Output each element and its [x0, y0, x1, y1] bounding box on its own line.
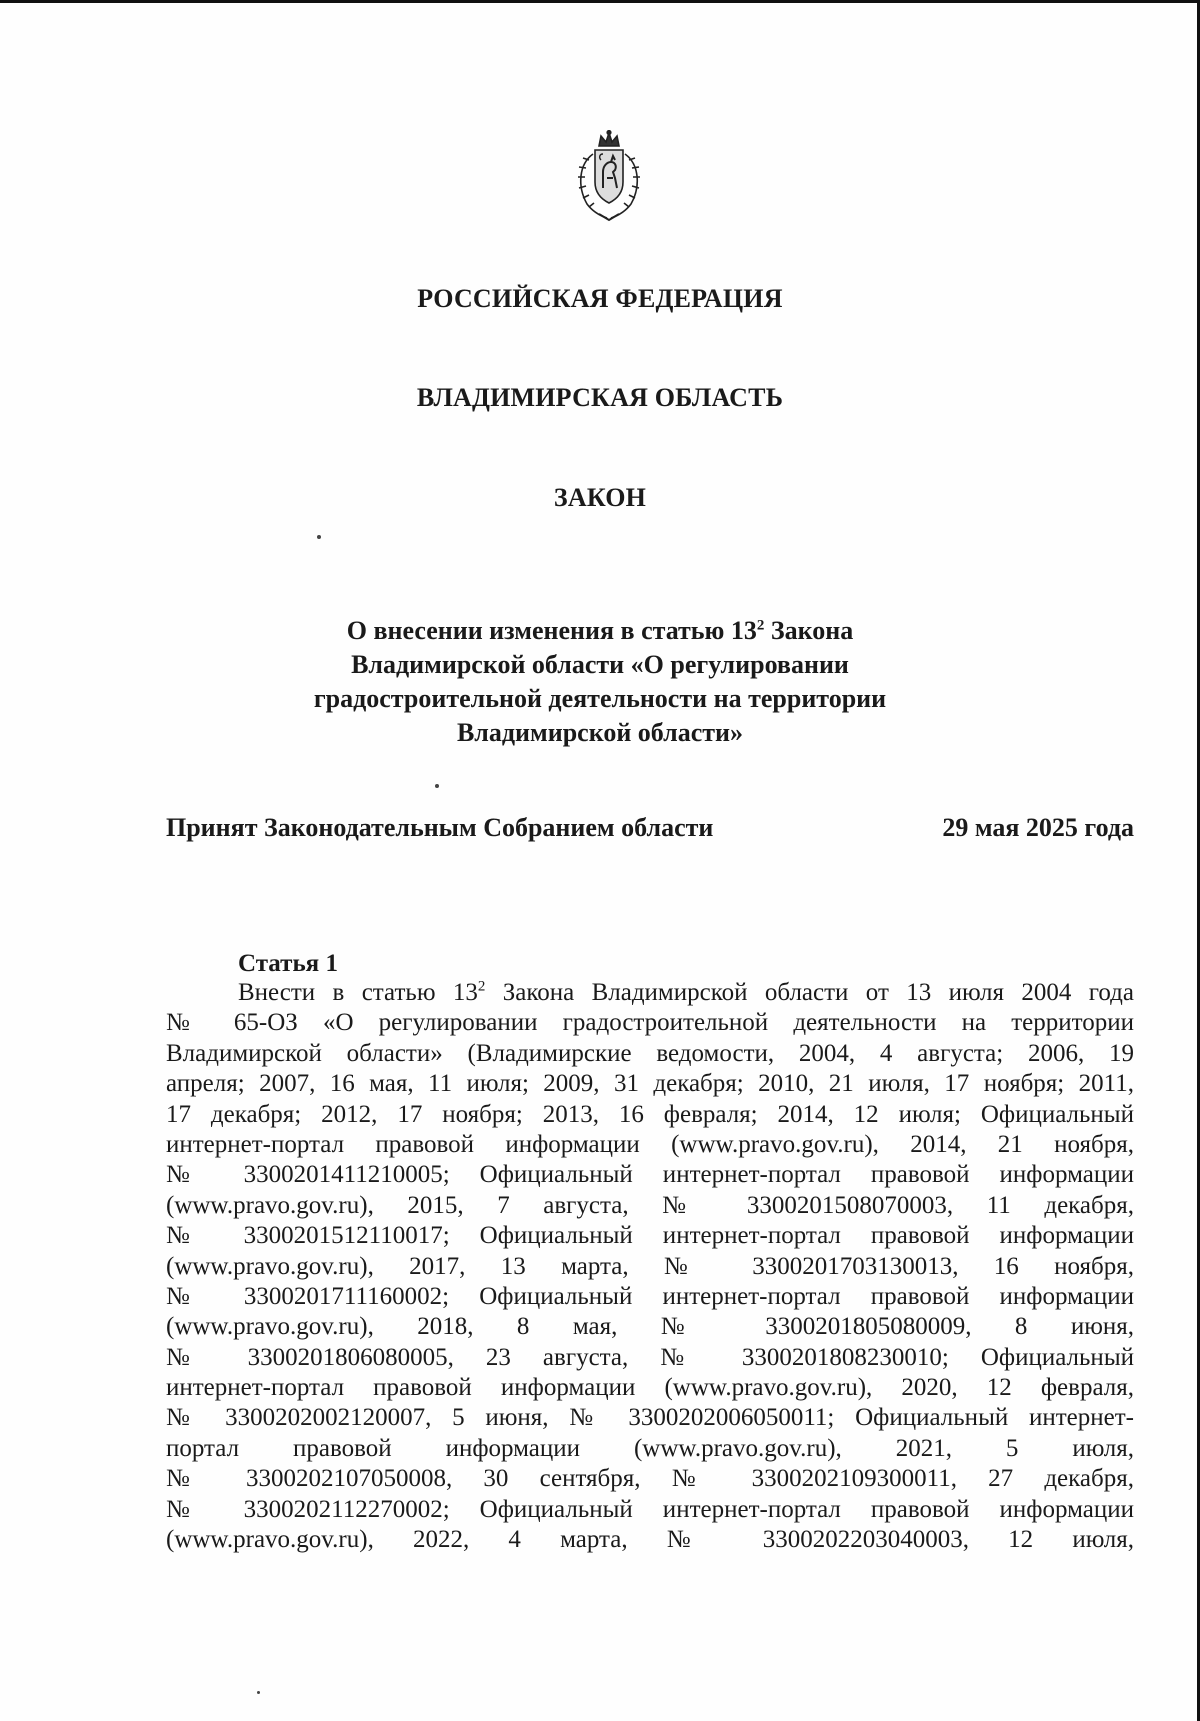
adoption-label: Принят Законодательным Собранием области	[166, 813, 714, 842]
article-line: Владимирской области» (Владимирские ведомости, 2004, 4 августа; 2006, 19	[166, 1039, 1134, 1067]
law-title-line-1: О внесении изменения в статью $13^2$ Закона	[346, 616, 854, 645]
heading-doc-type: ЗАКОН	[553, 483, 647, 512]
scan-edge-top	[0, 0, 1200, 3]
article-line: № 3300202112270002; Официальный интернет-портал правовой информации	[166, 1495, 1134, 1523]
article-line: (www.pravo.gov.ru), 2017, 13 марта, № 3300201703130013, 16 ноября,	[166, 1252, 1134, 1280]
article-line: интернет-портал правовой информации (www.pravo.gov.ru), 2014, 21 ноября,	[166, 1130, 1134, 1158]
heading-region: ВЛАДИМИРСКАЯ ОБЛАСТЬ	[416, 383, 784, 412]
scan-speck	[257, 1691, 260, 1694]
scan-speck	[317, 535, 321, 539]
article-line: интернет-портал правовой информации (www.pravo.gov.ru), 2020, 12 февраля,	[166, 1374, 1134, 1402]
article-line: (www.pravo.gov.ru), 2022, 4 марта, № 3300202203040003, 12 июля,	[166, 1526, 1134, 1554]
law-title-line-2: Владимирской области «О регулировании	[351, 650, 849, 679]
article-line: № 3300201512110017; Официальный интернет-портал правовой информации	[166, 1222, 1134, 1250]
article-line: (www.pravo.gov.ru), 2018, 8 мая, № 3300201805080009, 8 июня,	[166, 1313, 1134, 1341]
article-line: № 3300201711160002; Официальный интернет-портал правовой информации	[166, 1282, 1134, 1310]
heading-federation: РОССИЙСКАЯ ФЕДЕРАЦИЯ	[417, 284, 783, 313]
article-line: № 3300201806080005, 23 августа, № 3300201808230010; Официальный	[166, 1343, 1134, 1371]
article-line: № 3300202107050008, 30 сентября, № 3300202109300011, 27 декабря,	[166, 1465, 1134, 1493]
article-line: (www.pravo.gov.ru), 2015, 7 августа, № 3300201508070003, 11 декабря,	[166, 1191, 1134, 1219]
article-line: № 3300202002120007, 5 июня, № 3300202006050011; Официальный интернет-	[166, 1404, 1134, 1432]
law-title	[250, 614, 950, 750]
article-body	[166, 978, 1134, 1555]
coat-of-arms-icon	[573, 130, 645, 222]
article-line: 17 декабря; 2012, 17 ноября; 2013, 16 февраля; 2014, 12 июля; Официальный	[166, 1100, 1134, 1128]
article-line: портал правовой информации (www.pravo.gov.ru), 2021, 5 июля,	[166, 1434, 1134, 1462]
law-title-line-3: градостроительной деятельности на территории	[313, 684, 887, 713]
scan-speck	[435, 784, 439, 788]
adoption-date: 29 мая 2025 года	[942, 813, 1134, 842]
article-line: № 65-ОЗ «О регулировании градостроительной деятельности на территории	[166, 1009, 1134, 1037]
article-heading: Статья 1	[238, 950, 338, 977]
article-line: № 3300201411210005; Официальный интернет-портал правовой информации	[166, 1161, 1134, 1189]
article-line: Внести в статью $13^2$ Закона Владимирской области от 13 июля 2004 года	[238, 978, 1134, 1006]
article-line: апреля; 2007, 16 мая, 11 июля; 2009, 31 декабря; 2010, 21 июля, 17 ноября; 2011,	[166, 1070, 1134, 1098]
law-title-line-4: Владимирской области»	[456, 718, 744, 747]
